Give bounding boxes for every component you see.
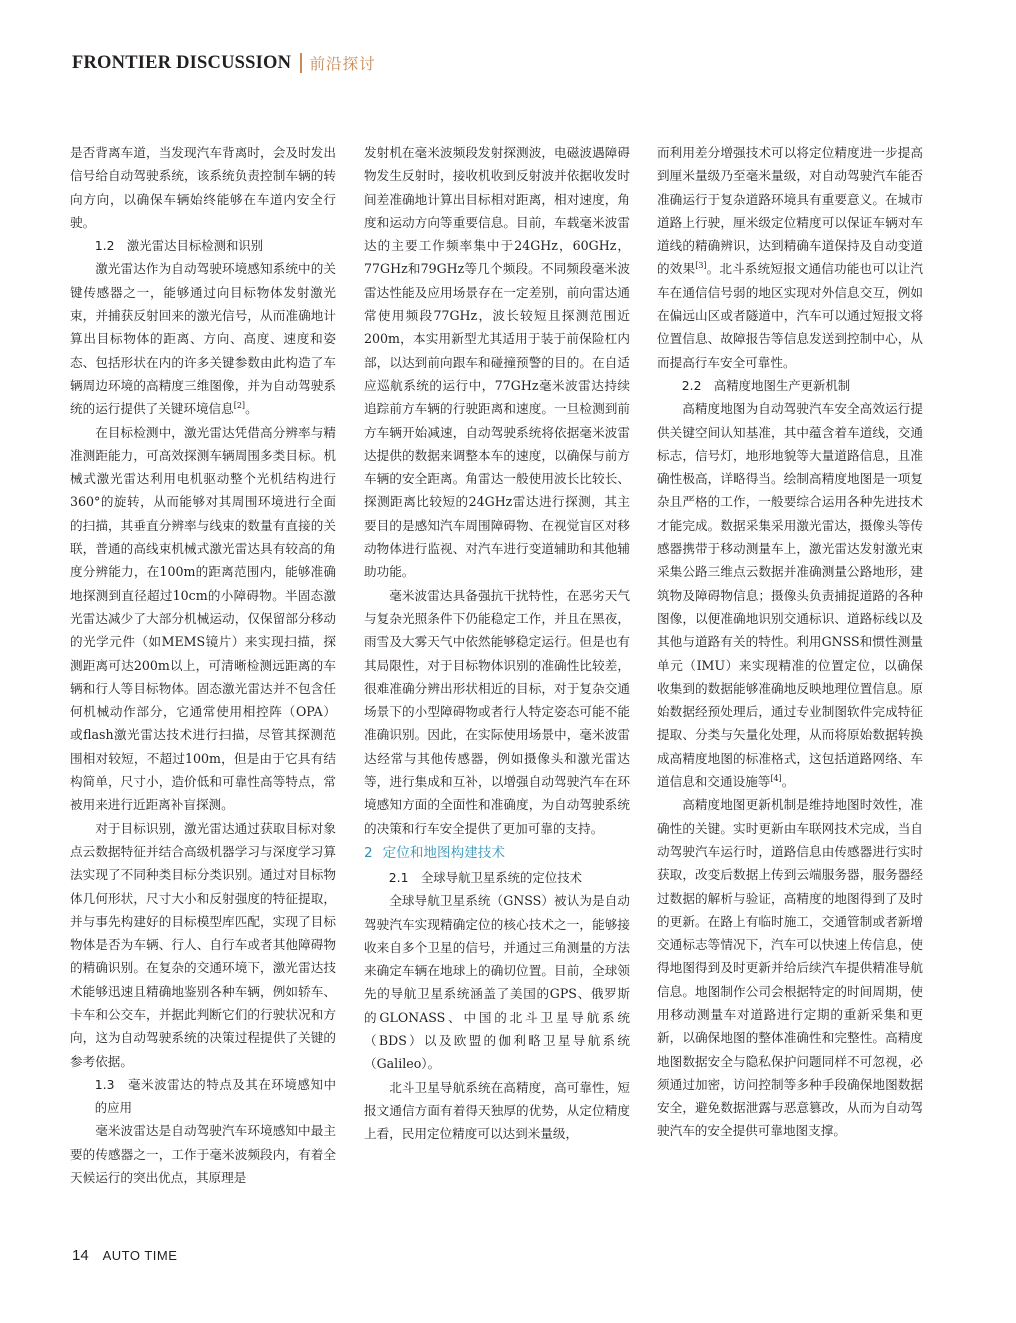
page-number: 14 (72, 1247, 89, 1264)
paragraph: 是否背离车道，当发现汽车背离时，会及时发出信号给自动驾驶系统，该系统负责控制车辆的转向方向，以确保车辆始终能够在车道内安全行驶。 (70, 145, 336, 230)
citation: [3] (695, 261, 707, 271)
paragraph: 激光雷达作为自动驾驶环境感知系统中的关键传感器之一，能够通过向目标物体发射激光束，并捕获反射回来的激光信号，从而准确地计算出目标物体的距离、方向、高度、速度和姿态、包括形状在内的许多关键参数由此构造了车辆周边环境的高精度三维图像，并为自动驾驶系统的运行提供了关键环境信息[2]。 (70, 261, 336, 417)
column-2 (364, 141, 630, 1145)
section-number: 2 (364, 844, 373, 861)
column-3 (657, 141, 923, 1143)
journal-name: AUTO TIME (102, 1248, 178, 1263)
column-1 (70, 141, 336, 1189)
paragraph: 发射机在毫米波频段发射探测波，电磁波遇障碍物发生反射时，接收机收到反射波并依据收发时间差准确地计算出目标相对距离，相对速度，角度和运动方向等重要信息。目前，车载毫米波雷达的主要工作频率集中于24GHz，60GHz，77GHz和79GHz等几个频段。不同频段毫米波雷达性能及应用场景存在一定差别，前向雷达通常使用频段77GHz，波长较短且探测范围近200m，本实用新型尤其适用于装于前保险杠内部，以达到前向跟车和碰撞预警的目的。在自适应巡航系统的运行中，77GHz毫米波雷达持续追踪前方车辆的行驶距离和速度。一旦检测到前方车辆开始减速，自动驾驶系统将依据毫米波雷达提供的数据来调整本车的速度，以确保与前方车辆的安全距离。角雷达一般使用波长比较长、探测距离比较短的24GHz雷达进行探测，其主要目的是感知汽车周围障碍物、在视觉盲区对移动物体进行监视、对汽车进行变道辅助和其他辅助功能。 (364, 145, 630, 580)
section-title: 定位和地图构建技术 (382, 844, 505, 861)
paragraph: 全球导航卫星系统（GNSS）被认为是自动驾驶汽车实现精确定位的核心技术之一，能够接收来自多个卫星的信号，并通过三角测量的方法来确定车辆在地球上的确切位置。目前，全球领先的导航卫星系统涵盖了美国的GPS、俄罗斯的GLONASS、中国的北斗卫星导航系统（BDS）以及欧盟的伽利略卫星导航系统（Galileo）。 (364, 893, 630, 1072)
page-footer (72, 1247, 177, 1264)
paragraph: 高精度地图为自动驾驶汽车安全高效运行提供关键空间认知基准，其中蕴含着车道线，交通标志，信号灯，地形地貌等大量道路信息，且准确性极高，详略得当。绘制高精度地图是一项复杂且严格的工作，一般要综合运用各种先进技术才能完成。数据采集采用激光雷达，摄像头等传感器携带于移动测量车上，激光雷达发射激光束采集公路三维点云数据并准确测量公路地形，建筑物及障碍物信息；摄像头负责捕捉道路的各种图像，以便准确地识别交通标识、道路标线以及其他与道路有关的特性。利用GNSS和惯性测量单元（IMU）来实现精准的位置定位，以确保收集到的数据能够准确地反映地理位置信息。原始数据经预处理后，通过专业制图软件完成特征提取、分类与矢量化处理，从而将原始数据转换成高精度地图的标准格式，这包括道路网络、车道信息和交通设施等[4]。 (657, 401, 923, 790)
header-title-cn: 前沿探讨 (309, 55, 376, 73)
section-heading-2 (364, 840, 630, 866)
paragraph: 毫米波雷达是自动驾驶汽车环境感知中最主要的传感器之一，工作于毫米波频段内，有着全天候运行的突出优点，其原理是 (70, 1123, 336, 1186)
header-separator (300, 53, 302, 73)
paragraph: 北斗卫星导航系统在高精度，高可靠性，短报文通信方面有着得天独厚的优势，从定位精度上看，民用定位精度可以达到米量级， (364, 1079, 630, 1142)
header-title-en: FRONTIER DISCUSSION (72, 52, 292, 73)
subsection-heading-1-3: 1.3 毫米波雷达的特点及其在环境感知中的应用 (94, 1076, 336, 1116)
citation: [2] (233, 401, 246, 411)
subsection-heading-1-2: 1.2 激光雷达目标检测和识别 (94, 238, 264, 254)
paragraph: 高精度地图更新机制是维持地图时效性，准确性的关键。实时更新由车联网技术完成，当自动驾驶汽车运行时，道路信息由传感器进行实时获取，改变后数据上传到云端服务器，服务器经过数据的解析与验证，高精度的地图得到了及时的更新。在路上有临时施工，交通管制或者新增交通标志等情况下，汽车可以快速上传信息，使得地图得到及时更新并给后续汽车提供精准导航信息。地图制作公司会根据特定的时间周期，使用移动测量车对道路进行定期的重新采集和更新，以确保地图的整体准确性和完整性。高精度地图数据安全与隐私保护问题同样不可忽视，必须通过加密，访问控制等多种手段确保地图数据安全，避免数据泄露与恶意篡改，从而为自动驾驶汽车的安全提供可靠地图支撑。 (657, 797, 923, 1139)
paragraph: 对于目标识别，激光雷达通过获取目标对象点云数据特征并结合高级机器学习与深度学习算法实现了不同种类目标分类识别。通过对目标物体几何形状，尺寸大小和反射强度的特征提取，并与事先构建好的目标模型库匹配，实现了目标物体是否为车辆、行人、自行车或者其他障碍物的精确识别。在复杂的交通环境下，激光雷达技术能够迅速且精确地鉴别各种车辆，例如轿车、卡车和公交车，并据此判断它们的行驶状况和方向，这为自动驾驶系统的决策过程提供了关键的参考依据。 (70, 820, 336, 1069)
citation: [4] (770, 773, 782, 783)
subsection-heading-2-1: 2.1 全球导航卫星系统的定位技术 (388, 869, 582, 885)
subsection-heading-2-2: 2.2 高精度地图生产更新机制 (681, 377, 851, 393)
paragraph: 毫米波雷达具备强抗干扰特性，在恶劣天气与复杂光照条件下仍能稳定工作，并且在黑夜，雨雪及大雾天气中依然能够稳定运行。但是也有其局限性，对于目标物体识别的准确性比较差，很难准确分辨出形状相近的目标，对于复杂交通场景下的小型障碍物或者行人特定姿态可能不能准确识别。因此，在实际使用场景中，毫米波雷达经常与其他传感器，例如摄像头和激光雷达等，进行集成和互补，以增强自动驾驶汽车在环境感知方面的全面性和准确度，为自动驾驶系统的决策和行车安全提供了更加可靠的支持。 (364, 587, 630, 836)
running-header (72, 50, 376, 76)
paragraph: 在目标检测中，激光雷达凭借高分辨率与精准测距能力，可高效探测车辆周围多类目标。机械式激光雷达利用电机驱动整个光机结构进行360°的旋转，从而能够对其周围环境进行全面的扫描，其垂直分辨率与线束的数量有直接的关联，普通的高线束机械式激光雷达具有较高的角度分辨能力，在100m的距离范围内，能够准确地探测到直径超过10cm的小障碍物。半固态激光雷达减少了大部分机械运动，仅保留部分移动的光学元件（如MEMS镜片）来实现扫描，探测距离可达200m以上，可清晰检测远距离的车辆和行人等目标物体。固态激光雷达并不包含任何机械动作部分，它通常使用相控阵（OPA）或flash激光雷达技术进行扫描，尽管其探测范围相对较短，不超过100m，但是由于它具有结构简单，尺寸小，造价低和可靠性高等特点，常被用来进行近距离补盲探测。 (70, 424, 336, 813)
paragraph: 而利用差分增强技术可以将定位精度进一步提高到厘米量级乃至毫米量级，对自动驾驶汽车能否准确运行于复杂道路环境具有重要意义。在城市道路上行驶，厘米级定位精度可以保证车辆对车道线的精确辨识，达到精确车道保持及自动变道的效果[3]。北斗系统短报文通信功能也可以让汽车在通信信号弱的地区实现对外信息交互，例如在偏远山区或者隧道中，汽车可以通过短报文将位置信息、故障报告等信息发送到控制中心，从而提高行车安全可靠性。 (657, 145, 924, 370)
